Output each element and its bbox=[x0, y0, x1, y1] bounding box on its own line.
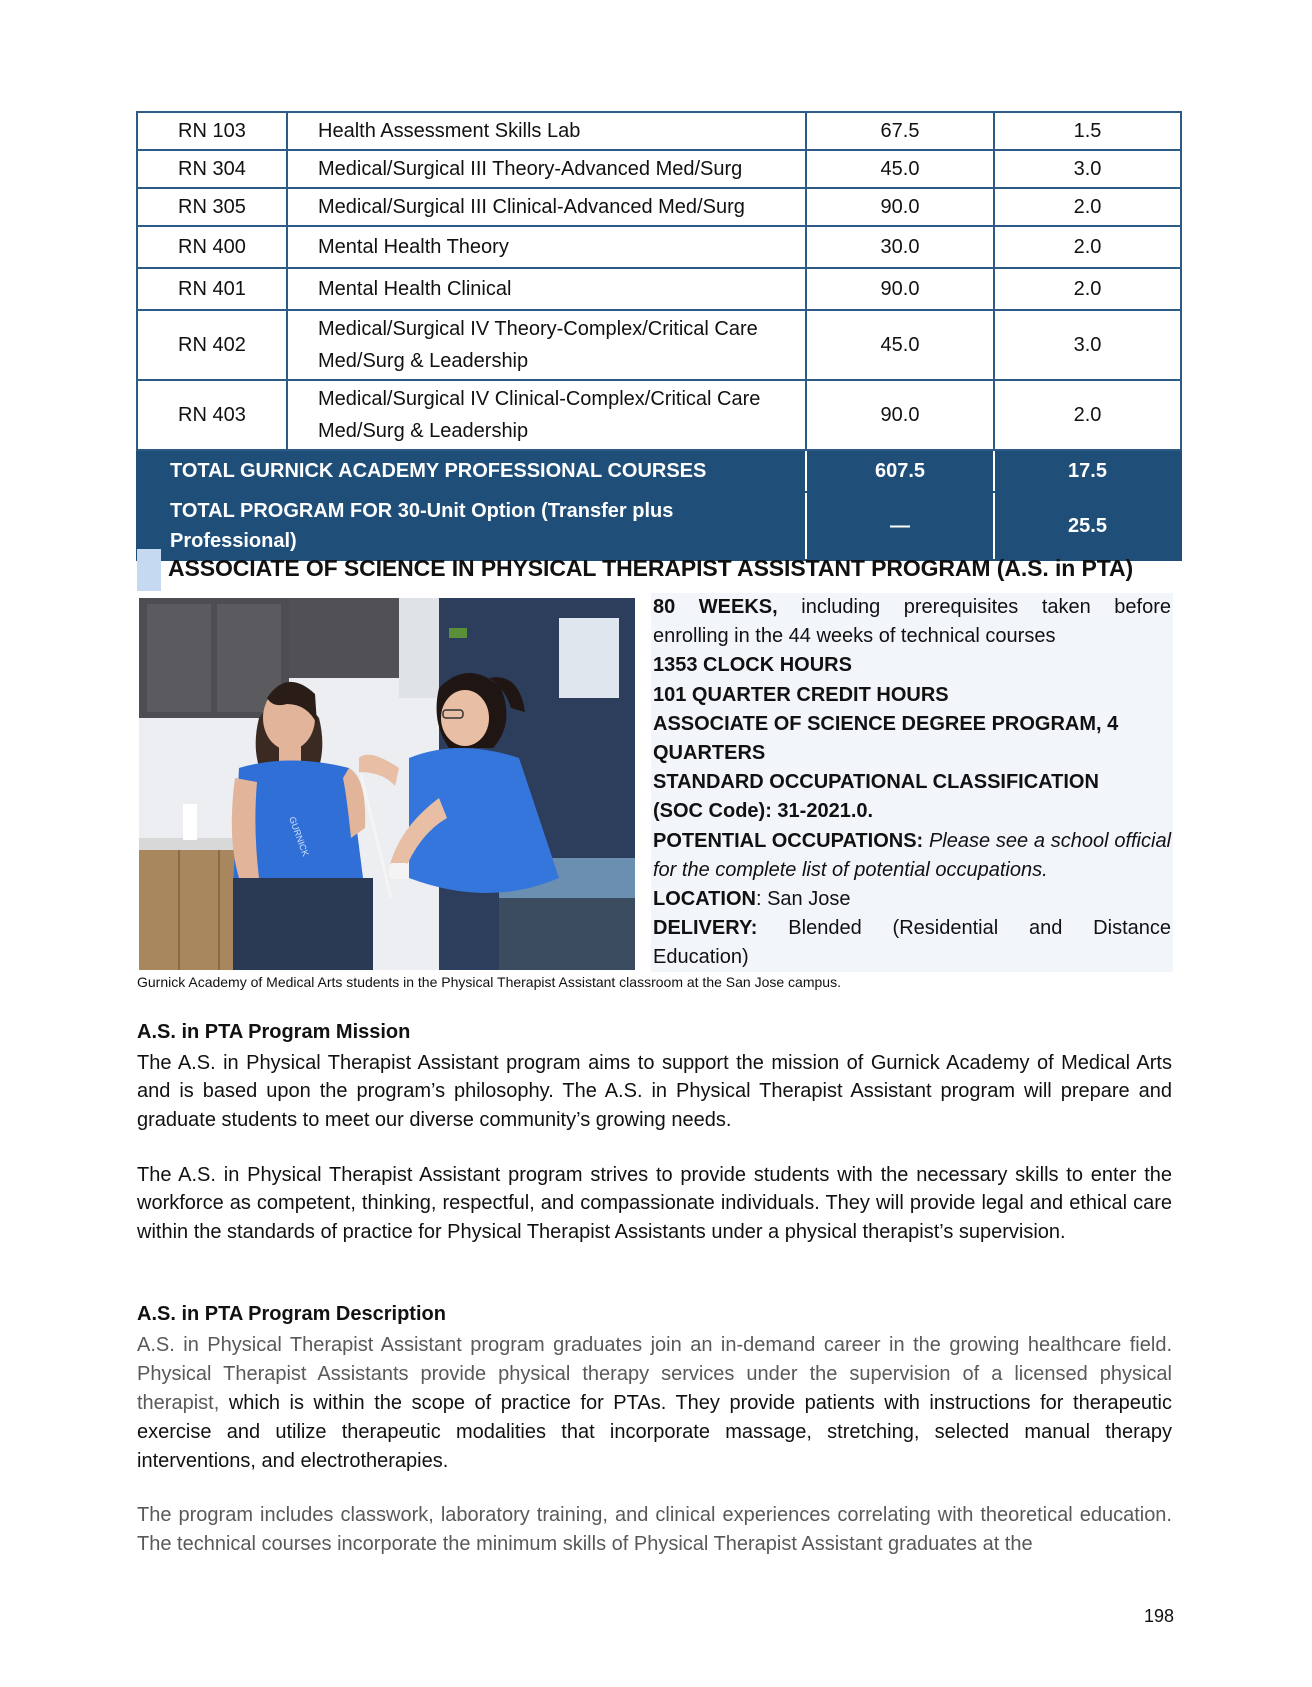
course-credits: 3.0 bbox=[994, 310, 1181, 380]
course-title: Medical/Surgical III Theory-Advanced Med/Surg bbox=[287, 150, 806, 188]
course-title-line: Medical/Surgical IV Theory-Complex/Critical Care bbox=[318, 318, 758, 340]
course-hours: 30.0 bbox=[806, 226, 994, 268]
course-credits: 2.0 bbox=[994, 268, 1181, 310]
delivery-value: Blended (Residential and Distance bbox=[788, 917, 1171, 940]
location-line bbox=[653, 885, 1171, 914]
course-hours: 45.0 bbox=[806, 310, 994, 380]
description-text-grey: A.S. in Physical Therapist Assistant program graduates join an in-demand career in the growing healthcare field. Physical Therapist Assistants provide physical therapy services under the supervision of a licensed physical therapist, bbox=[137, 1334, 1172, 1414]
program-heading: ASSOCIATE OF SCIENCE IN PHYSICAL THERAPIST ASSISTANT PROGRAM (A.S. in PTA) bbox=[168, 555, 1134, 581]
course-title bbox=[287, 380, 806, 450]
course-code: RN 304 bbox=[137, 150, 287, 188]
description-title: A.S. in PTA Program Description bbox=[137, 1303, 446, 1325]
weeks-label: 80 WEEKS, bbox=[653, 596, 778, 618]
photo-caption: Gurnick Academy of Medical Arts students in the Physical Therapist Assistant classroom at the San Jose campus. bbox=[137, 974, 841, 990]
heading-accent-bar bbox=[137, 549, 161, 591]
degree-type: ASSOCIATE OF SCIENCE DEGREE PROGRAM, 4 bbox=[653, 712, 1119, 735]
weeks-detail-cont: enrolling in the 44 weeks of technical courses bbox=[653, 625, 1056, 648]
description-text: which is within the scope of practice for PTAs. They provide patients with instructions for therapeutic exercise and utilize therapeutic modalities that incorporate massage, stretching, selected manual therapy interventions, and electrotherapies. bbox=[137, 1392, 1172, 1472]
credit-hours: 101 QUARTER CREDIT HOURS bbox=[653, 683, 949, 706]
location-value: : San Jose bbox=[755, 888, 851, 911]
description-paragraph-1 bbox=[137, 1331, 1172, 1476]
program-info-panel bbox=[651, 593, 1173, 972]
course-code: RN 305 bbox=[137, 188, 287, 226]
table-row bbox=[137, 310, 1181, 380]
total-credits: 17.5 bbox=[994, 450, 1181, 492]
weeks-detail: including prerequisites taken before bbox=[801, 596, 1171, 618]
course-hours: 90.0 bbox=[806, 380, 994, 450]
delivery-value-cont: Education) bbox=[653, 946, 749, 969]
course-title: Health Assessment Skills Lab bbox=[287, 112, 806, 150]
course-code: RN 103 bbox=[137, 112, 287, 150]
occupations-detail-cont: for the complete list of potential occupations. bbox=[653, 858, 1048, 881]
course-title-line: Med/Surg & Leadership bbox=[318, 350, 529, 372]
degree-type-cont: QUARTERS bbox=[653, 742, 766, 765]
occupations-detail: Please see a school official bbox=[928, 829, 1172, 852]
total-hours: 607.5 bbox=[806, 450, 994, 492]
course-title-line: Medical/Surgical IV Clinical-Complex/Critical Care bbox=[318, 388, 761, 410]
soc-code: (SOC Code): 31-2021.0. bbox=[653, 800, 874, 823]
delivery-label: DELIVERY: bbox=[653, 917, 758, 940]
mission-title: A.S. in PTA Program Mission bbox=[137, 1021, 411, 1043]
course-title bbox=[287, 310, 806, 380]
table-row bbox=[137, 150, 1181, 188]
shirt-logo-text: GURNICK bbox=[287, 815, 311, 858]
course-credits: 2.0 bbox=[994, 188, 1181, 226]
course-credits: 1.5 bbox=[994, 112, 1181, 150]
classroom-photo-illustration bbox=[139, 598, 635, 970]
clock-hours: 1353 CLOCK HOURS bbox=[653, 654, 852, 677]
table-row bbox=[137, 112, 1181, 150]
course-hours: 67.5 bbox=[806, 112, 994, 150]
course-title: Mental Health Theory bbox=[287, 226, 806, 268]
delivery-line bbox=[653, 914, 1171, 943]
description-paragraph-2: The program includes classwork, laboratory training, and clinical experiences correlating with theoretical education. The technical courses incorporate the minimum skills of Physical Therapist Assistant graduates at the bbox=[137, 1504, 1172, 1555]
total-label: TOTAL GURNICK ACADEMY PROFESSIONAL COURSES bbox=[137, 450, 806, 492]
occupations-label: POTENTIAL OCCUPATIONS: bbox=[653, 829, 924, 852]
table-row bbox=[137, 188, 1181, 226]
course-title: Medical/Surgical III Clinical-Advanced Med/Surg bbox=[287, 188, 806, 226]
course-hours: 45.0 bbox=[806, 150, 994, 188]
course-table bbox=[136, 111, 1182, 561]
soc-classification: STANDARD OCCUPATIONAL CLASSIFICATION bbox=[653, 771, 1099, 794]
table-row bbox=[137, 268, 1181, 310]
location-label: LOCATION bbox=[653, 888, 756, 911]
course-code: RN 403 bbox=[137, 380, 287, 450]
course-credits: 2.0 bbox=[994, 226, 1181, 268]
course-title-line: Med/Surg & Leadership bbox=[318, 420, 529, 442]
course-code: RN 400 bbox=[137, 226, 287, 268]
course-hours: 90.0 bbox=[806, 188, 994, 226]
occupations-line bbox=[653, 827, 1171, 856]
total-hours: — bbox=[806, 492, 994, 560]
total-credits: 25.5 bbox=[994, 492, 1181, 560]
classroom-photo bbox=[139, 598, 635, 970]
mission-paragraph-2: The A.S. in Physical Therapist Assistant program strives to provide students with the necessary skills to enter the workforce as competent, thinking, respectful, and compassionate individuals. They will provide legal and ethical care within the standards of practice for Physical Therapist Assistants under a physical therapist’s supervision. bbox=[137, 1164, 1172, 1243]
course-title: Mental Health Clinical bbox=[287, 268, 806, 310]
course-code: RN 402 bbox=[137, 310, 287, 380]
total-label: TOTAL PROGRAM FOR 30-Unit Option (Transfer plus Professional) bbox=[137, 492, 806, 560]
total-row bbox=[137, 450, 1181, 492]
page-number: 198 bbox=[1144, 1606, 1175, 1626]
weeks-line bbox=[653, 593, 1171, 622]
course-code: RN 401 bbox=[137, 268, 287, 310]
mission-paragraph-1: The A.S. in Physical Therapist Assistant program aims to support the mission of Gurnick Academy of Medical Arts and is based upon the program’s philosophy. The A.S. in Physical Therapist Assistant program will prepare and graduate students to meet our diverse community’s growing needs. bbox=[137, 1052, 1172, 1131]
table-row bbox=[137, 380, 1181, 450]
course-credits: 3.0 bbox=[994, 150, 1181, 188]
total-row bbox=[137, 492, 1181, 560]
course-credits: 2.0 bbox=[994, 380, 1181, 450]
course-hours: 90.0 bbox=[806, 268, 994, 310]
table-row bbox=[137, 226, 1181, 268]
